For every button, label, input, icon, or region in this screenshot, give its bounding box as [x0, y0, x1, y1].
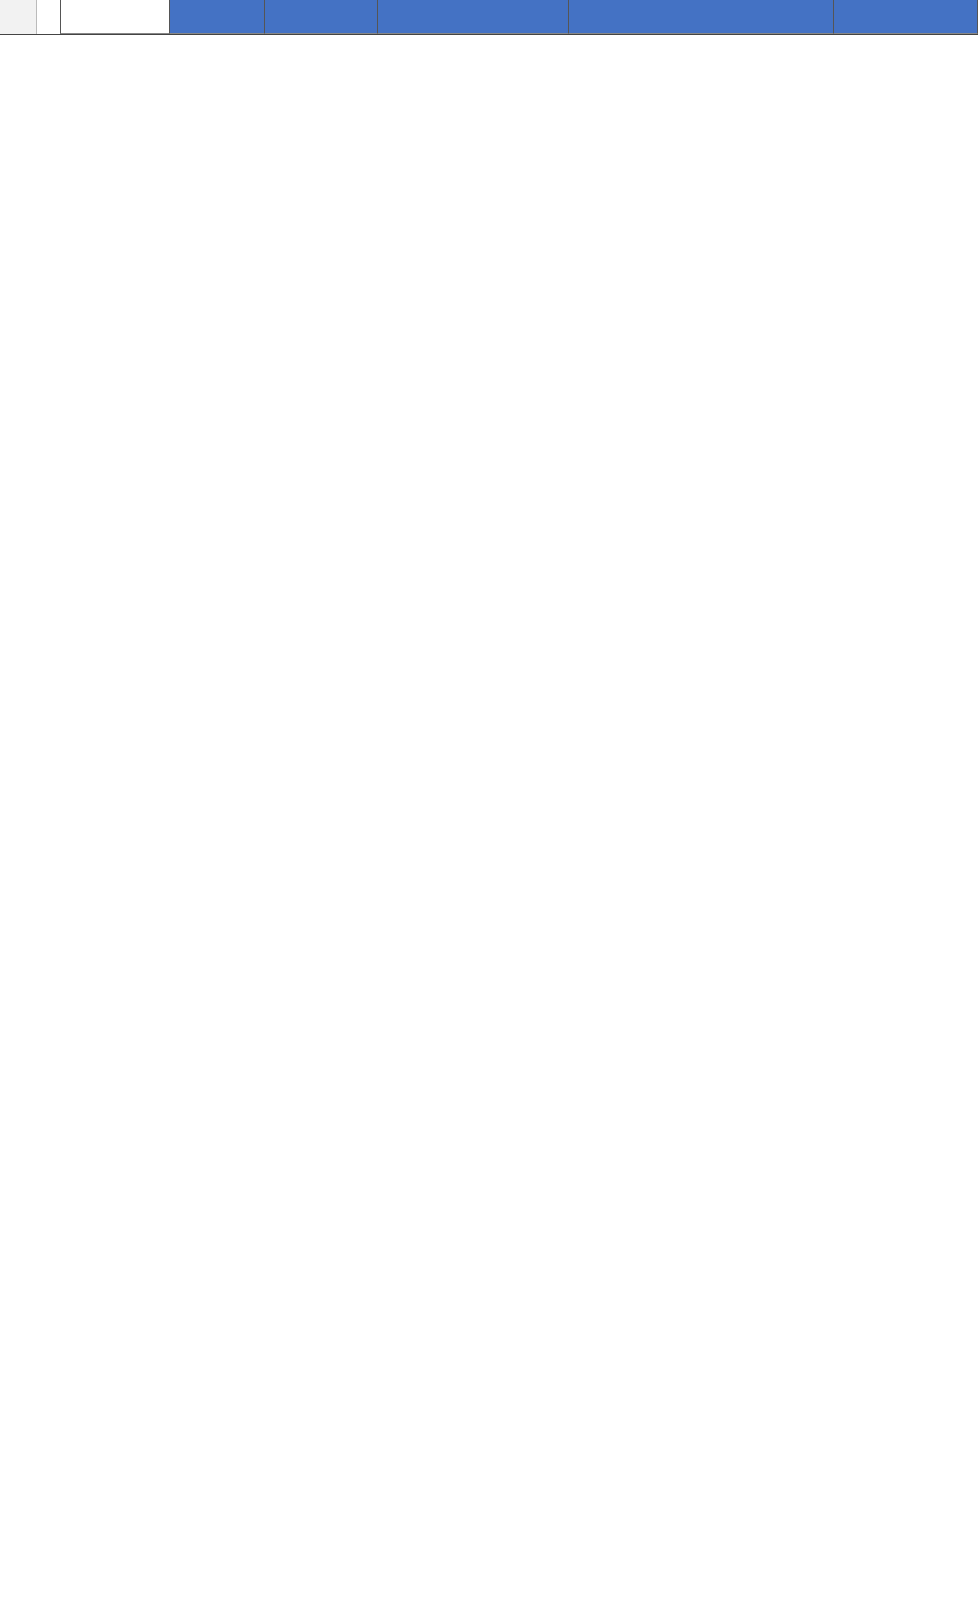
col-province[interactable]: [60, 0, 170, 34]
col-district[interactable]: [170, 0, 265, 34]
col-centre[interactable]: [569, 0, 834, 34]
col-moh[interactable]: [265, 0, 378, 34]
col-gn[interactable]: [378, 0, 569, 34]
header-row: [0, 0, 978, 35]
col-vaccine[interactable]: [834, 0, 978, 34]
header-row-number[interactable]: [0, 0, 37, 34]
